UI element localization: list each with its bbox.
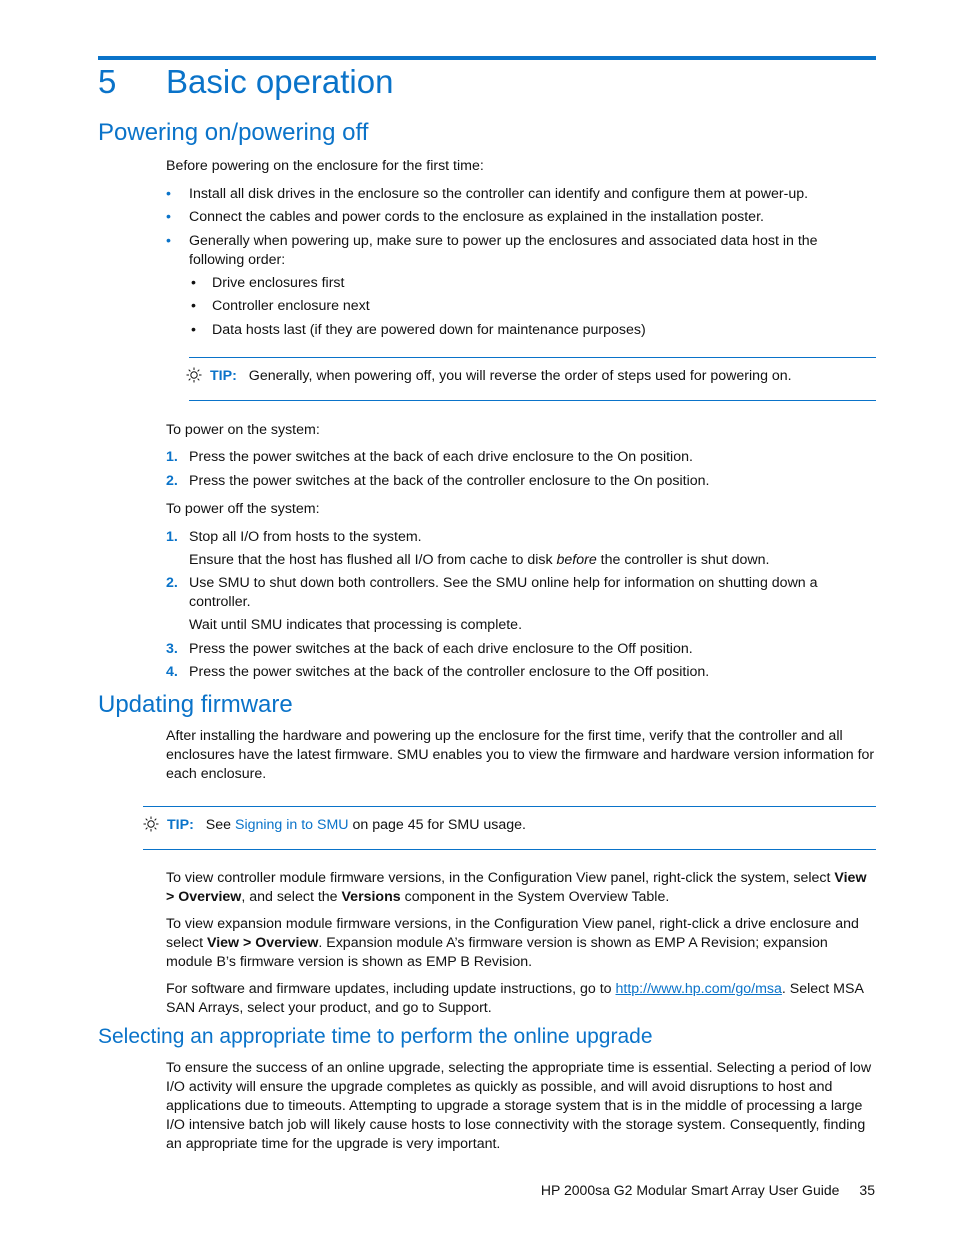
- bullet-text: Generally when powering up, make sure to power up the enclosures and associated data host in the following order:: [189, 233, 818, 268]
- bullet-marker: •: [166, 186, 171, 202]
- tip-label: TIP:: [210, 368, 237, 384]
- firmware-updates-para: For software and firmware updates, including update instructions, go to http://www.hp.com/go/msa. Select MSA SAN Arrays, select your product, and go to Support.: [166, 981, 864, 1016]
- firmware-intro: After installing the hardware and powering up the enclosure for the first time, verify that the controller and all enclosures have the latest firmware. SMU enables you to view the firmware and hardware version information for each enclosure.: [166, 728, 875, 782]
- section-heading-power: Powering on/powering off: [98, 119, 369, 146]
- power-bullet-3: [166, 232, 876, 270]
- section-heading-upgrade: Selecting an appropriate time to perform the online upgrade: [98, 1025, 653, 1048]
- bullet-marker: •: [166, 233, 171, 249]
- upgrade-para: To ensure the success of an online upgrade, selecting the appropriate time is essential. Selecting a period of low I/O activity will ensure the upgrade completes as quickly as possible, and will avoid disruptions to host and applications due to timeouts. Attempting to upgrade a storage system that is in the middle of processing a large I/O intensive batch job will likely cause hosts to lose connectivity with the storage system. Consequently, finding an appropriate time for the upgrade is very important.: [166, 1060, 872, 1152]
- page-number: 35: [859, 1182, 875, 1198]
- order-item-3: • Data hosts last (if they are powered down for maintenance purposes): [191, 322, 646, 338]
- chapter-title-text: Basic operation: [166, 63, 394, 100]
- power-intro: Before powering on the enclosure for the first time:: [166, 158, 484, 174]
- tip-rule-top: [143, 806, 876, 807]
- power-on-intro: To power on the system:: [166, 422, 320, 438]
- chapter-number: 5: [98, 63, 117, 100]
- bullet-marker: •: [166, 209, 171, 225]
- tip-rule-bottom: [189, 400, 876, 401]
- power-off-step-3: 3. Press the power switches at the back of each drive enclosure to the Off position.: [166, 641, 693, 657]
- power-off-intro: To power off the system:: [166, 501, 320, 517]
- power-bullet-2: [166, 208, 876, 227]
- power-bullet-1: [166, 185, 876, 204]
- tip-rule-bottom: [143, 849, 876, 850]
- power-off-step-2: 2. Use SMU to shut down both controllers. See the SMU online help for information on shutting down a controller.: [166, 575, 818, 610]
- order-item-1: • Drive enclosures first: [191, 275, 345, 291]
- power-off-step-1: 1. Stop all I/O from hosts to the system.: [166, 529, 422, 545]
- lightbulb-icon: [186, 367, 202, 383]
- order-item-2: • Controller enclosure next: [191, 298, 370, 314]
- power-on-step-1: 1. Press the power switches at the back of each drive enclosure to the On position.: [166, 449, 693, 465]
- tip-firmware: TIP: See Signing in to SMU on page 45 for SMU usage.: [143, 816, 526, 835]
- tip-power: [186, 367, 792, 386]
- power-off-step-1-note: Ensure that the host has flushed all I/O from cache to disk before the controller is shut down.: [189, 552, 770, 568]
- section-heading-firmware: Updating firmware: [98, 691, 293, 718]
- tip-text: Generally, when powering off, you will reverse the order of steps used for powering on.: [248, 368, 792, 384]
- power-off-step-2-note: Wait until SMU indicates that processing is complete.: [189, 617, 523, 633]
- tip-rule-top: [189, 357, 876, 358]
- power-on-step-2: 2. Press the power switches at the back of the controller enclosure to the On position.: [166, 473, 710, 489]
- power-off-step-4: 4. Press the power switches at the back of the controller enclosure to the Off position.: [166, 664, 710, 680]
- page-footer: [541, 1181, 875, 1200]
- firmware-controller-para: To view controller module firmware versions, in the Configuration View panel, right-click the system, select View > Overview, and select the Versions component in the System Overview Table.: [166, 870, 867, 905]
- bullet-text: Install all disk drives in the enclosure so the controller can identify and configure them at power-up.: [189, 186, 809, 202]
- footer-title: HP 2000sa G2 Modular Smart Array User Guide: [540, 1182, 840, 1198]
- hp-msa-url-link[interactable]: http://www.hp.com/go/msa: [615, 981, 782, 997]
- bullet-text: Connect the cables and power cords to the enclosure as explained in the installation poster.: [189, 209, 764, 225]
- tip-label: TIP:: [167, 817, 194, 833]
- lightbulb-icon: [143, 816, 159, 832]
- chapter-title: [98, 60, 393, 104]
- firmware-expansion-para: To view expansion module firmware versions, in the Configuration View panel, right-click a drive enclosure and select View > Overview. Expansion module A’s firmware version is shown as EMP A Revision; expansion module B’s firmware version is shown as EMP B Revision.: [166, 916, 859, 970]
- signing-in-link[interactable]: Signing in to SMU: [234, 817, 349, 833]
